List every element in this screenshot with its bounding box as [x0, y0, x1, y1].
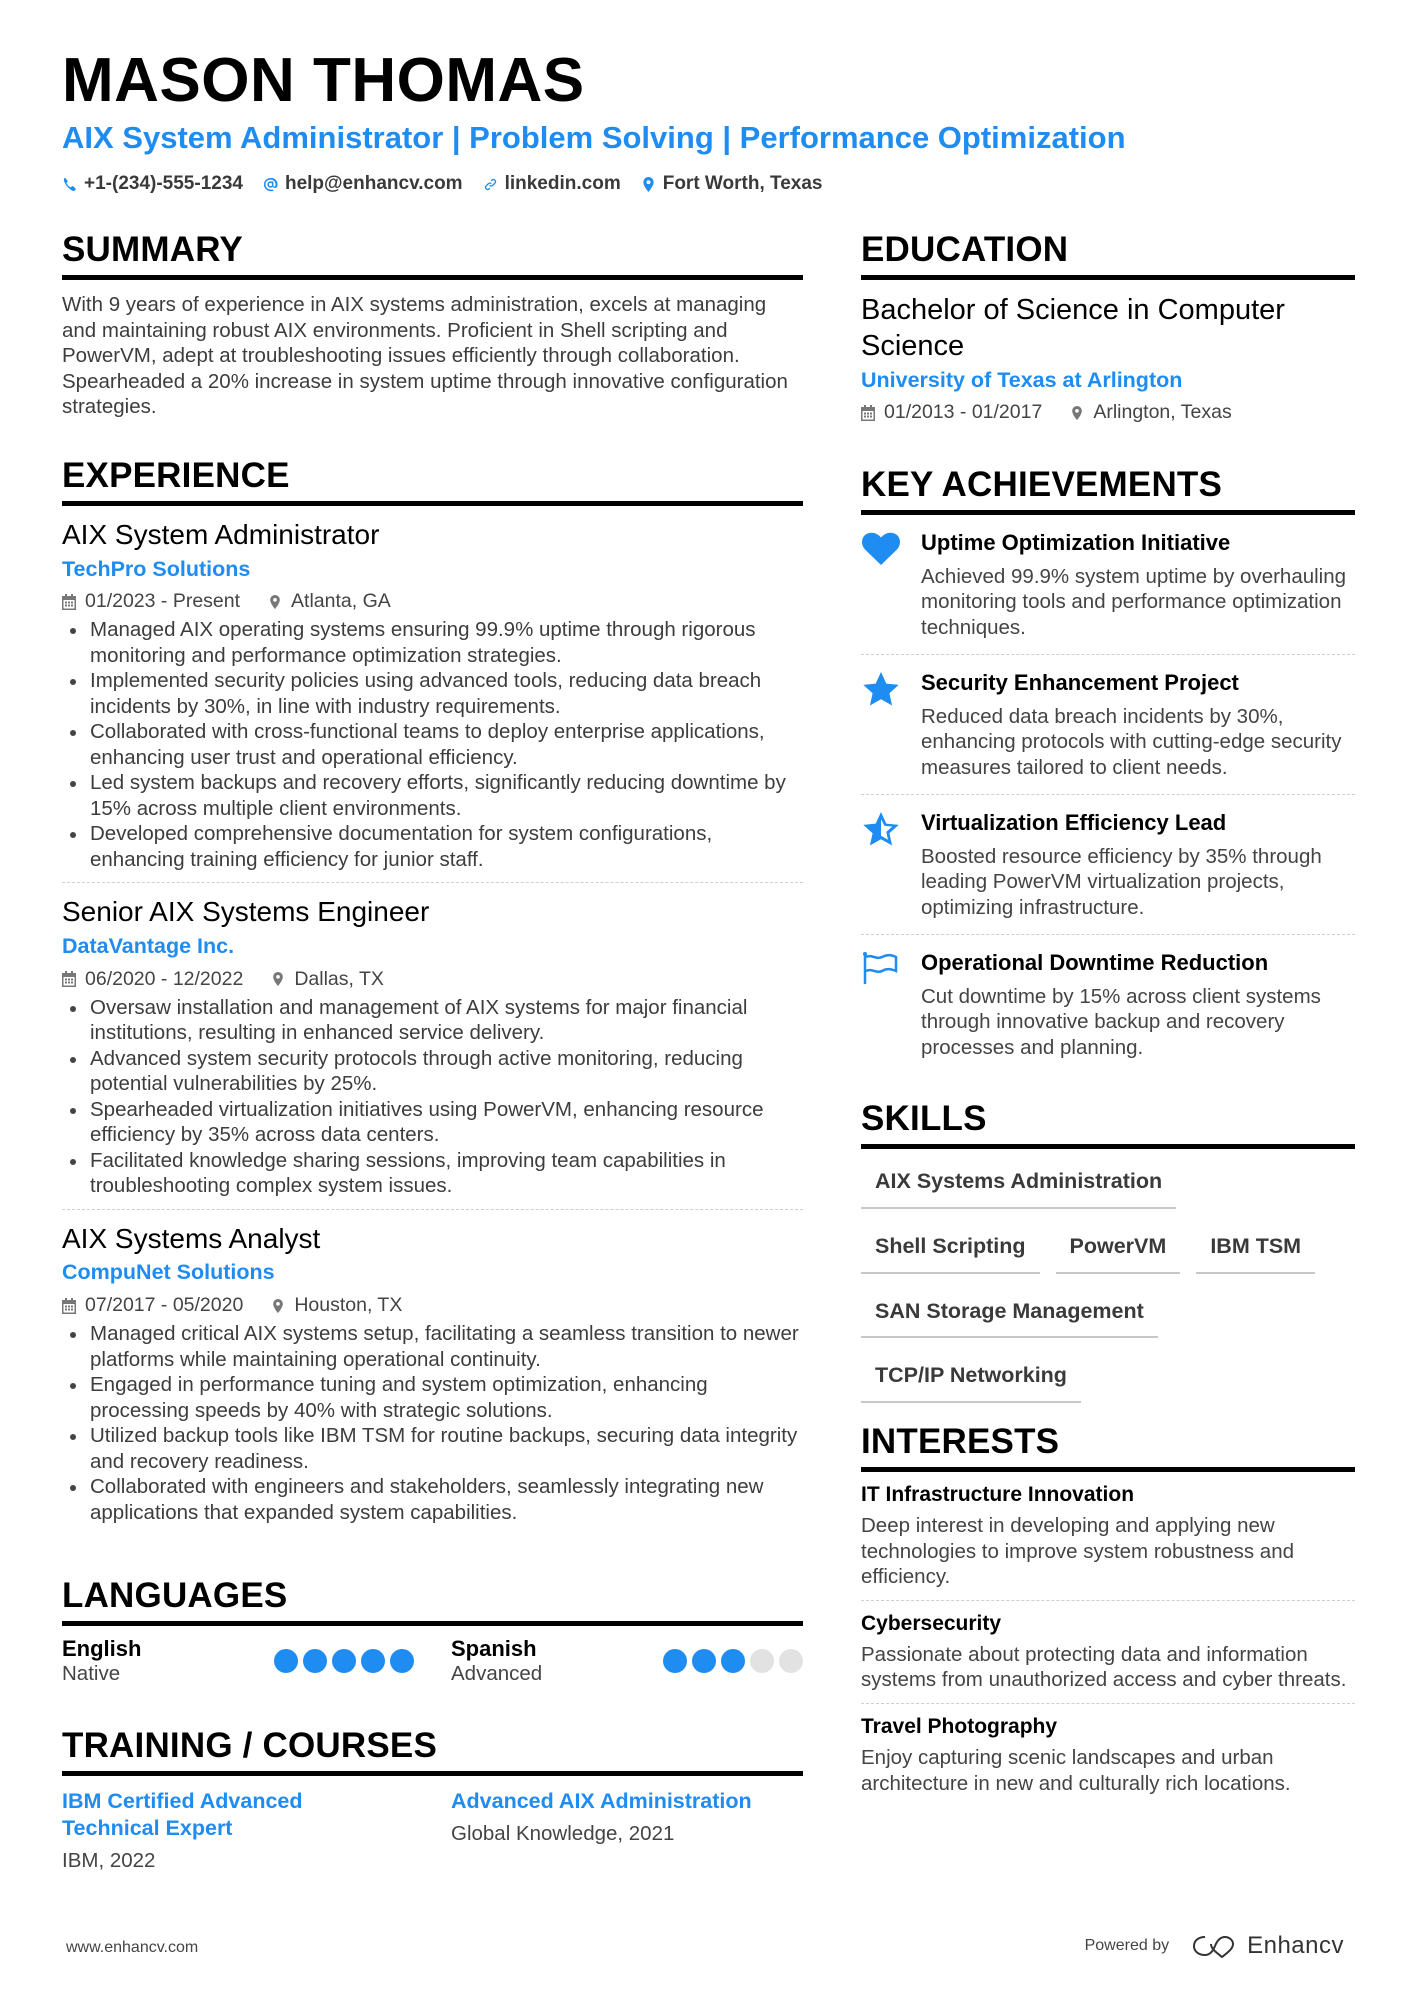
language-item [62, 1636, 414, 1688]
experience-section [62, 458, 803, 1525]
skill-tag: PowerVM [1056, 1234, 1181, 1274]
education-meta [861, 401, 1355, 424]
bullet-item: Utilized backup tools like IBM TSM for routine backups, securing data integrity and recovery readiness. [62, 1423, 803, 1474]
bullet-item: Collaborated with cross-functional teams to deploy enterprise applications, enhancing user trust and operational efficiency. [62, 719, 803, 770]
section-title-achievements: KEY ACHIEVEMENTS [861, 465, 1223, 504]
section-title-languages: LANGUAGES [62, 1576, 288, 1615]
bullet-item: Collaborated with engineers and stakeholders, seamlessly integrating new applications that expanded system capabilities. [62, 1474, 803, 1525]
achievement-title: Operational Downtime Reduction [921, 950, 1269, 976]
section-rule [62, 1771, 803, 1776]
location-text: Fort Worth, Texas [662, 173, 823, 194]
interest-title: Travel Photography [861, 1714, 1058, 1738]
rating-dot-empty [750, 1649, 774, 1673]
bullet-item: Managed AIX operating systems ensuring 99.9% uptime through rigorous monitoring and performance optimization strategies. [62, 617, 803, 668]
skills-section [861, 1101, 1355, 1403]
phone-text: +1-(234)-555-1234 [84, 173, 243, 194]
rating-dot-filled [361, 1649, 385, 1673]
course-title: Advanced AIX Administration [451, 1789, 752, 1813]
location-pin-icon [268, 594, 282, 610]
bullet-item: Facilitated knowledge sharing sessions, improving team capabilities in troubleshooting complex system issues. [62, 1148, 803, 1199]
job-meta [62, 968, 803, 991]
location-pin-icon [271, 971, 285, 987]
email-text: help@enhancv.com [284, 173, 463, 194]
at-icon [263, 176, 278, 193]
calendar-icon [62, 594, 76, 610]
powered-by-label: Powered by [1084, 1937, 1170, 1954]
interest-title: IT Infrastructure Innovation [861, 1483, 1135, 1506]
experience-item [62, 1222, 803, 1525]
job-title: Senior AIX Systems Engineer [62, 896, 430, 928]
section-rule [62, 1621, 803, 1626]
interest-desc: Passionate about protecting data and information systems from unauthorized access and cyber threats. [861, 1642, 1347, 1692]
job-location: Dallas, TX [294, 967, 384, 990]
training-item [451, 1788, 803, 1873]
divider [861, 1703, 1355, 1704]
job-dates: 07/2017 - 05/2020 [85, 1294, 244, 1317]
achievement-title: Uptime Optimization Initiative [921, 530, 1231, 555]
star-half-icon [861, 811, 901, 847]
brand-name: Enhancv [1247, 1932, 1344, 1959]
star-icon [861, 671, 901, 707]
rating-dot-empty [779, 1649, 803, 1673]
skill-tag: TCP/IP Networking [861, 1363, 1081, 1403]
training-section [62, 1728, 803, 1873]
contact-bar [62, 173, 822, 195]
skill-tag: SAN Storage Management [861, 1299, 1158, 1339]
course-provider: IBM, 2022 [62, 1849, 156, 1872]
divider [62, 1209, 803, 1210]
flag-icon [861, 951, 901, 987]
job-dates: 01/2023 - Present [85, 590, 241, 613]
interest-title: Cybersecurity [861, 1611, 1002, 1635]
enhancv-logo-icon [1191, 1933, 1237, 1959]
achievement-item [861, 809, 1355, 920]
section-title-summary: SUMMARY [62, 230, 243, 269]
divider [861, 654, 1355, 655]
job-meta [62, 590, 803, 613]
section-rule [861, 1144, 1355, 1149]
job-location: Houston, TX [294, 1294, 403, 1317]
section-rule [861, 1467, 1355, 1472]
bullet-item: Oversaw installation and management of AIX systems for major financial institutions, resulting in enhanced service delivery. [62, 995, 803, 1046]
achievement-desc: Cut downtime by 15% across client systems through innovative backup and recovery processes and planning. [921, 984, 1321, 1059]
bullet-item: Spearheaded virtualization initiatives using PowerVM, enhancing resource efficiency by 35% across data centers. [62, 1097, 803, 1148]
heart-icon [861, 531, 901, 567]
divider [861, 794, 1355, 795]
job-bullets [62, 617, 803, 872]
section-title-training: TRAINING / COURSES [62, 1726, 438, 1765]
contact-phone[interactable] [62, 173, 243, 195]
bullet-item: Led system backups and recovery efforts, significantly reducing downtime by 15% across multiple client environments. [62, 770, 803, 821]
interest-item [861, 1482, 1355, 1590]
link-icon [483, 176, 498, 193]
achievement-title: Virtualization Efficiency Lead [921, 810, 1227, 836]
location-pin-icon [271, 1298, 285, 1314]
footer-branding [1085, 1932, 1344, 1960]
degree: Bachelor of Science in Computer Science [861, 294, 1285, 362]
location-pin-icon [1070, 405, 1084, 421]
section-rule [861, 275, 1355, 280]
achievement-desc: Achieved 99.9% system uptime by overhauling monitoring tools and performance optimization techniques. [921, 564, 1347, 639]
job-location: Atlanta, GA [291, 590, 391, 613]
languages-section [62, 1578, 803, 1688]
enhancv-logo[interactable] [1191, 1932, 1344, 1960]
course-provider: Global Knowledge, 2021 [451, 1822, 675, 1845]
job-title: AIX System Administrator [62, 519, 380, 550]
job-meta [62, 1294, 803, 1317]
section-rule [861, 510, 1355, 515]
interest-item [861, 1714, 1355, 1796]
achievement-item [861, 669, 1355, 780]
section-title-skills: SKILLS [861, 1099, 987, 1138]
job-title: AIX Systems Analyst [62, 1222, 321, 1254]
interest-desc: Deep interest in developing and applying new technologies to improve system robustness and efficiency. [861, 1514, 1295, 1589]
course-title: IBM Certified Advanced Technical Expert [62, 1789, 303, 1840]
phone-icon [62, 176, 77, 193]
job-bullets [62, 1321, 803, 1525]
language-rating [663, 1649, 803, 1673]
achievement-desc: Boosted resource efficiency by 35% through leading PowerVM virtualization projects, optimizing infrastructure. [921, 844, 1322, 919]
rating-dot-filled [692, 1649, 716, 1673]
bullet-item: Advanced system security protocols through active monitoring, reducing potential vulnerabilities by 25%. [62, 1046, 803, 1097]
achievement-title: Security Enhancement Project [921, 670, 1239, 696]
calendar-icon [62, 1298, 76, 1314]
language-name: English [62, 1636, 142, 1661]
contact-email[interactable] [263, 173, 463, 195]
link-text: linkedin.com [504, 173, 621, 194]
language-level: Native [62, 1662, 121, 1686]
language-name: Spanish [451, 1636, 537, 1661]
skill-tag: IBM TSM [1196, 1234, 1315, 1274]
section-title-interests: INTERESTS [861, 1422, 1060, 1461]
section-title-experience: EXPERIENCE [62, 456, 290, 495]
bullet-item: Implemented security policies using advanced tools, reducing data breach incidents by 30%, in line with industry requirements. [62, 668, 803, 719]
training-item [62, 1788, 414, 1873]
rating-dot-filled [721, 1649, 745, 1673]
summary-section [62, 232, 803, 420]
school-name: University of Texas at Arlington [861, 368, 1183, 392]
bullet-item: Developed comprehensive documentation for system configurations, enhancing training efficiency for junior staff. [62, 821, 803, 872]
bullet-item: Engaged in performance tuning and system optimization, enhancing processing speeds by 40% with strategic solutions. [62, 1372, 803, 1423]
skills-list [861, 1169, 1355, 1403]
skill-tag: Shell Scripting [861, 1234, 1040, 1274]
education-location: Arlington, Texas [1093, 401, 1232, 423]
job-dates: 06/2020 - 12/2022 [85, 967, 244, 990]
location-pin-icon [641, 176, 656, 193]
achievement-item [861, 529, 1355, 640]
divider [861, 934, 1355, 935]
summary-text: With 9 years of experience in AIX systems administration, excels at managing and maintaining robust AIX environments. Proficient in Shell scripting and PowerVM, adept at troubleshooting issues efficiently through collaboration. Spearheaded a 20% increase in system uptime through innovative configuration strategies. [62, 293, 788, 418]
company-name: CompuNet Solutions [62, 1260, 275, 1285]
company-name: TechPro Solutions [62, 556, 251, 581]
experience-item [62, 895, 803, 1198]
language-rating [274, 1649, 414, 1673]
language-level: Advanced [451, 1662, 543, 1686]
language-item [451, 1636, 803, 1688]
languages-list [62, 1636, 803, 1688]
interests-section [861, 1424, 1355, 1796]
contact-link[interactable] [483, 173, 621, 195]
calendar-icon [62, 971, 76, 987]
rating-dot-filled [303, 1649, 327, 1673]
achievement-desc: Reduced data breach incidents by 30%, enhancing protocols with cutting-edge security measures tailored to client needs. [921, 704, 1342, 779]
divider [861, 1600, 1355, 1601]
company-name: DataVantage Inc. [62, 933, 235, 958]
calendar-icon [861, 405, 875, 421]
candidate-name: MASON THOMAS [62, 46, 585, 115]
education-section [861, 232, 1355, 424]
experience-item [62, 518, 803, 872]
rating-dot-filled [663, 1649, 687, 1673]
job-bullets [62, 995, 803, 1199]
section-rule [62, 275, 803, 280]
candidate-headline: AIX System Administrator | Problem Solving | Performance Optimization [62, 120, 1126, 155]
training-list [62, 1788, 803, 1873]
section-rule [62, 501, 803, 506]
footer-website-link[interactable]: www.enhancv.com [66, 1939, 199, 1956]
achievement-item [861, 949, 1355, 1060]
achievements-section [861, 467, 1355, 1060]
bullet-item: Managed critical AIX systems setup, facilitating a seamless transition to newer platforms while maintaining operational continuity. [62, 1321, 803, 1372]
contact-location [641, 173, 823, 195]
rating-dot-filled [390, 1649, 414, 1673]
section-title-education: EDUCATION [861, 230, 1069, 269]
divider [62, 882, 803, 883]
education-dates: 01/2013 - 01/2017 [884, 401, 1043, 423]
skill-tag: AIX Systems Administration [861, 1169, 1176, 1209]
interest-item [861, 1611, 1355, 1693]
interest-desc: Enjoy capturing scenic landscapes and urban architecture in new and culturally rich locations. [861, 1746, 1291, 1795]
rating-dot-filled [274, 1649, 298, 1673]
rating-dot-filled [332, 1649, 356, 1673]
